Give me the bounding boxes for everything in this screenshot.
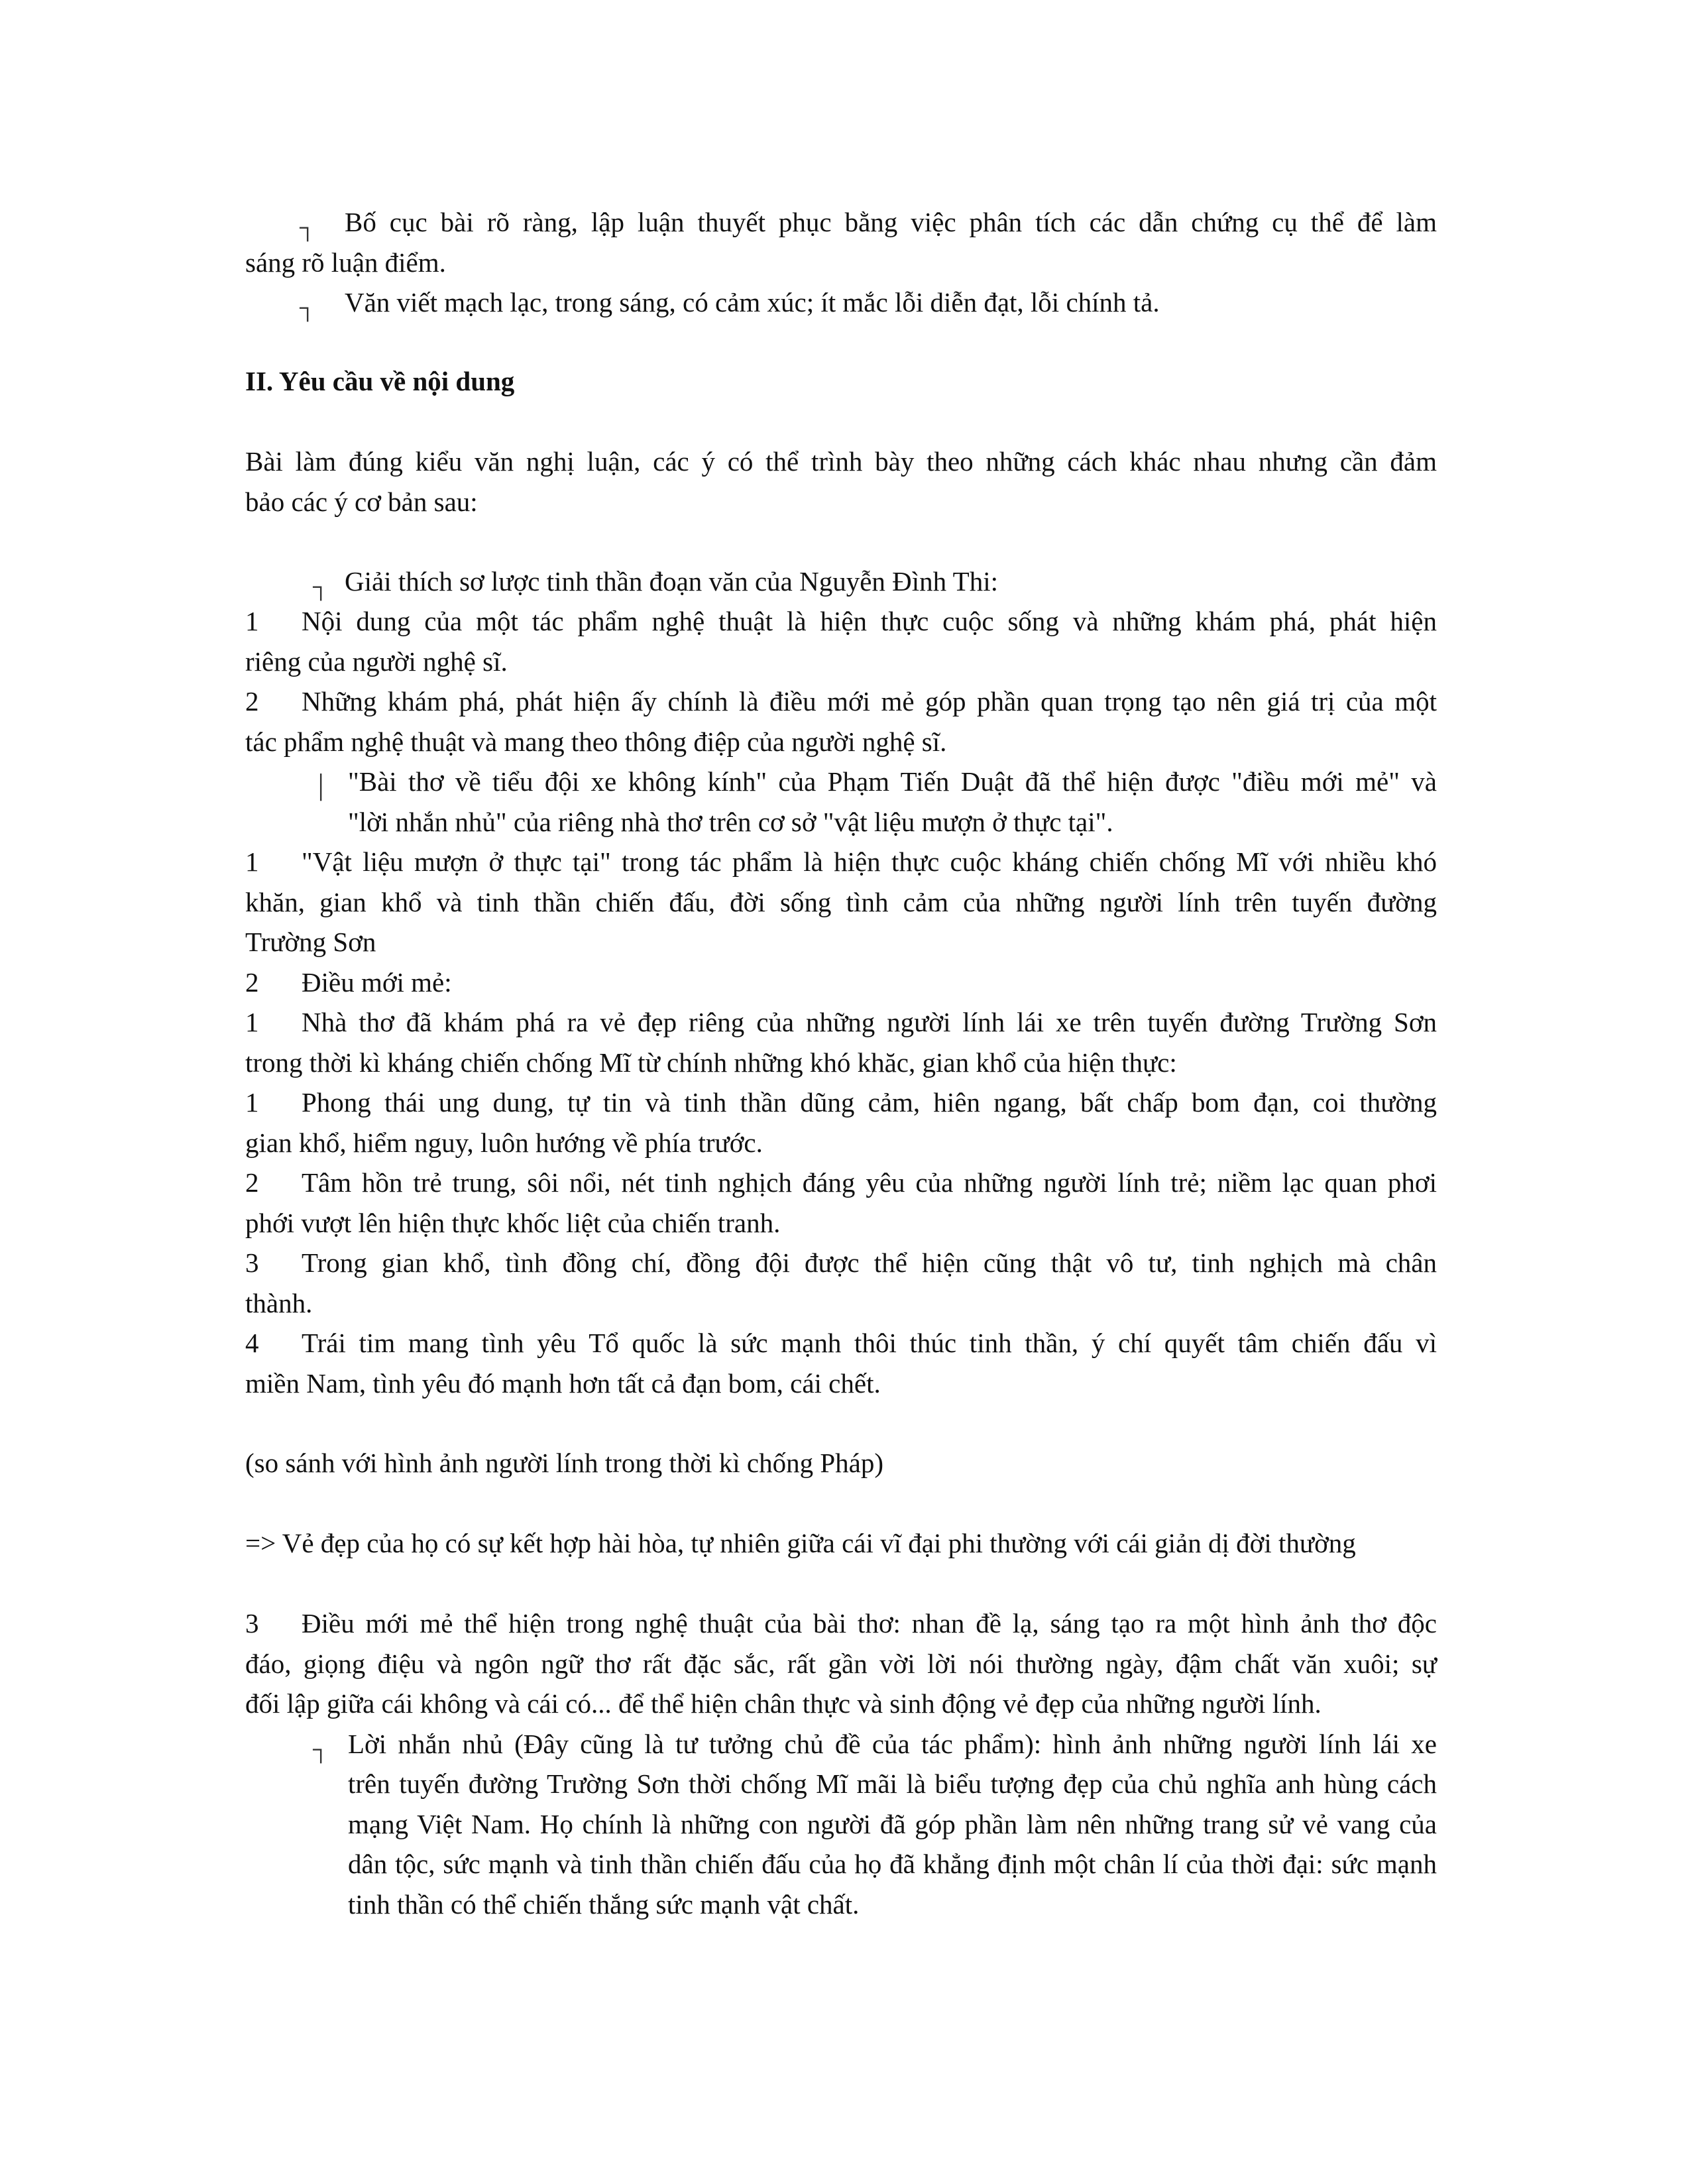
body-line: (so sánh với hình ảnh người lính trong thời kì chống Pháp): [245, 1448, 883, 1478]
body-line: tinh thần có thể chiến thắng sức mạnh vật chất.: [348, 1889, 860, 1920]
list-number: 3: [245, 1608, 259, 1638]
body-line: trên tuyến đường Trường Sơn thời chống Mĩ mãi là biểu tượng đẹp của chủ nghĩa anh hùng cách: [348, 1768, 1437, 1799]
list-number: 1: [245, 846, 259, 877]
body-line: Lời nhắn nhủ (Đây cũng là tư tưởng chủ đề của tác phẩm): hình ảnh những người lính lái xe: [348, 1729, 1437, 1759]
body-line: đối lập giữa cái không và cái có... để thể hiện chân thực và sinh động vẻ đẹp của những người lính.: [245, 1688, 1322, 1719]
body-line: Trường Sơn: [245, 927, 376, 957]
list-number: 2: [245, 967, 259, 998]
body-line: Phong thái ung dung, tự tin và tinh thần dũng cảm, hiên ngang, bất chấp bom đạn, coi thường: [302, 1087, 1437, 1118]
body-line: Điều mới mẻ thể hiện trong nghệ thuật của bài thơ: nhan đề lạ, sáng tạo ra một hình ảnh thơ độc: [302, 1608, 1437, 1638]
bullet-marker: ┐: [300, 296, 316, 320]
bullet-marker: ┐: [313, 575, 329, 599]
body-line: "lời nhắn nhủ" của riêng nhà thơ trên cơ sở "vật liệu mượn ở thực tại".: [348, 807, 1113, 837]
body-line: thành.: [245, 1288, 313, 1318]
body-line: Trong gian khổ, tình đồng chí, đồng đội được thể hiện cũng thật vô tư, tinh nghịch mà chân: [302, 1247, 1437, 1278]
body-line: Văn viết mạch lạc, trong sáng, có cảm xúc; ít mắc lỗi diễn đạt, lỗi chính tả.: [345, 287, 1160, 317]
list-number: 2: [245, 1167, 259, 1198]
bullet-marker: │: [313, 775, 329, 799]
body-line: khăn, gian khổ và tinh thần chiến đấu, đời sống tình cảm của những người lính trên tuyến đường: [245, 887, 1437, 917]
body-line: bảo các ý cơ bản sau:: [245, 487, 478, 517]
body-line: Bài làm đúng kiểu văn nghị luận, các ý có thể trình bày theo những cách khác nhau nhưng cần đảm: [245, 446, 1437, 477]
body-line: dân tộc, sức mạnh và tinh thần chiến đấu của họ đã khẳng định một chân lí của thời đại: sức mạnh: [348, 1849, 1437, 1879]
body-line: Điều mới mẻ:: [302, 967, 452, 998]
body-line: miền Nam, tình yêu đó mạnh hơn tất cả đạn bom, cái chết.: [245, 1368, 881, 1399]
body-line: đáo, giọng điệu và ngôn ngữ thơ rất đặc sắc, rất gần vời lời nói thường ngày, đậm chất văn xuôi; sự: [245, 1648, 1437, 1679]
body-line: trong thời kì kháng chiến chống Mĩ từ chính những khó khăc, gian khổ của hiện thực:: [245, 1047, 1177, 1078]
body-line: Bố cục bài rõ ràng, lập luận thuyết phục bằng việc phân tích các dẫn chứng cụ thể để làm: [345, 207, 1437, 237]
bullet-marker: ┐: [313, 1737, 329, 1762]
list-number: 4: [245, 1328, 259, 1358]
body-line: tác phẩm nghệ thuật và mang theo thông điệp của người nghệ sĩ.: [245, 726, 947, 757]
list-number: 2: [245, 686, 259, 717]
list-number: 1: [245, 606, 259, 636]
body-line: gian khổ, hiểm nguy, luôn hướng về phía trước.: [245, 1127, 763, 1158]
conclusion-line: => Vẻ đẹp của họ có sự kết hợp hài hòa, tự nhiên giữa cái vĩ đại phi thường với cái giản dị đời thường: [245, 1528, 1356, 1558]
body-line: Nhà thơ đã khám phá ra vẻ đẹp riêng của những người lính lái xe trên tuyến đường Trường Sơn: [302, 1007, 1437, 1037]
body-line: "Bài thơ về tiểu đội xe không kính" của Phạm Tiến Duật đã thể hiện được "điều mới mẻ" và: [348, 766, 1437, 797]
list-number: 3: [245, 1247, 259, 1278]
body-line: mạng Việt Nam. Họ chính là những con người đã góp phần làm nên những trang sử vẻ vang của: [348, 1809, 1437, 1839]
body-line: Giải thích sơ lược tinh thần đoạn văn của Nguyễn Đình Thi:: [345, 566, 999, 597]
body-line: Trái tim mang tình yêu Tổ quốc là sức mạnh thôi thúc tinh thần, ý chí quyết tâm chiến đấu vì: [302, 1328, 1437, 1358]
body-line: Tâm hồn trẻ trung, sôi nổi, nét tinh nghịch đáng yêu của những người lính trẻ; niềm lạc quan phơi: [302, 1167, 1437, 1198]
body-line: phới vượt lên hiện thực khốc liệt của chiến tranh.: [245, 1208, 781, 1238]
body-line: Nội dung của một tác phẩm nghệ thuật là hiện thực cuộc sống và những khám phá, phát hiện: [302, 606, 1437, 636]
list-number: 1: [245, 1007, 259, 1037]
body-line: Những khám phá, phát hiện ấy chính là điều mới mẻ góp phần quan trọng tạo nên giá trị của một: [302, 686, 1437, 717]
body-line: "Vật liệu mượn ở thực tại" trong tác phẩm là hiện thực cuộc kháng chiến chống Mĩ với nhiều khó: [302, 846, 1437, 877]
bullet-marker: ┐: [300, 215, 316, 240]
list-number: 1: [245, 1087, 259, 1118]
section-heading: II. Yêu cầu về nội dung: [245, 366, 515, 396]
body-line: riêng của người nghệ sĩ.: [245, 646, 508, 677]
body-line: sáng rõ luận điểm.: [245, 247, 446, 278]
